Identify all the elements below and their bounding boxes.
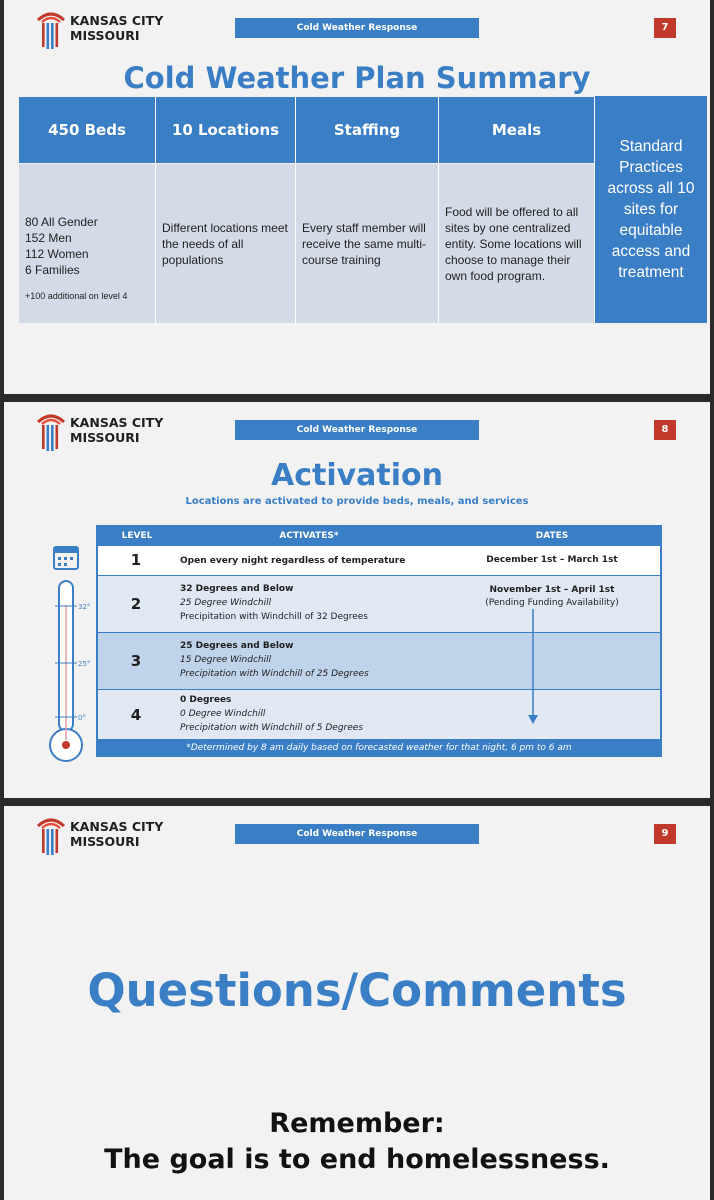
- column-header: Meals: [439, 97, 595, 163]
- activation-text: [180, 554, 405, 568]
- column-body: [156, 164, 296, 323]
- meals-text: Food will be offered to all sites by one centralized entity. Some locations will choose to manage their own food program.: [445, 204, 582, 283]
- closing-message: [4, 1106, 710, 1178]
- locations-text: Different locations meet the needs of all populations: [162, 220, 288, 267]
- column-header: 450 Beds: [19, 97, 156, 163]
- header-dates: DATES: [535, 531, 569, 541]
- dates-level-2: [444, 584, 660, 610]
- column-header: Staffing: [296, 97, 439, 163]
- thermometer-icon: [38, 545, 98, 765]
- activation-text: [180, 582, 368, 624]
- level-number: 2: [130, 595, 142, 613]
- activation-text: [180, 693, 363, 735]
- level-number: 1: [130, 551, 142, 569]
- slide-8: [4, 402, 710, 798]
- logo-line-2: MISSOURI: [70, 834, 140, 849]
- remember-label: Remember:: [269, 1108, 445, 1139]
- down-arrow-icon: [526, 609, 540, 725]
- fountain-logo-icon: [34, 816, 68, 856]
- activation-main: 25 Degrees and Below: [180, 641, 294, 651]
- standard-practices-box: [595, 96, 707, 323]
- column-body: [19, 164, 156, 323]
- beds-families: 6 Families: [25, 262, 80, 277]
- dates-level-1: December 1st – March 1st: [486, 555, 618, 565]
- calendar-icon: [54, 547, 78, 569]
- activation-main: 0 Degrees: [180, 695, 232, 705]
- activation-main: Open every night regardless of temperature: [180, 556, 406, 566]
- column-body: [296, 164, 439, 323]
- beds-men: 152 Men: [25, 230, 72, 245]
- activation-sub2: Precipitation with Windchill of 25 Degrees: [180, 669, 369, 679]
- dates-range: November 1st – April 1st: [489, 585, 615, 595]
- mark-25: 25°: [78, 660, 91, 668]
- activation-sub2: Precipitation with Windchill of 5 Degrees: [180, 723, 364, 733]
- page-number: 9: [654, 824, 676, 844]
- mark-0: 0°: [78, 714, 86, 722]
- fountain-logo-icon: [34, 412, 68, 452]
- kc-logo: [34, 10, 184, 54]
- page-number: 7: [654, 18, 676, 38]
- fountain-logo-icon: [34, 10, 68, 50]
- table-row: [98, 633, 660, 689]
- page-number: 8: [654, 420, 676, 440]
- header-bar: Cold Weather Response: [235, 18, 479, 38]
- activation-table: [96, 525, 662, 757]
- activation-sub1: 25 Degree Windchill: [180, 598, 272, 608]
- activation-sub2: Precipitation with Windchill of 32 Degrees: [180, 612, 368, 622]
- slide-title: Cold Weather Plan Summary: [123, 61, 591, 95]
- beds-all-gender: 80 All Gender: [25, 214, 98, 229]
- slide-title: Questions/Comments: [87, 964, 627, 1017]
- table-row: [98, 576, 660, 632]
- slide-9: [4, 806, 710, 1200]
- logo-line-1: KANSAS CITY: [70, 13, 164, 28]
- goal-statement: The goal is to end homelessness.: [104, 1144, 610, 1175]
- plan-summary-table: [19, 97, 705, 323]
- table-row: [98, 690, 660, 739]
- activation-sub1: 15 Degree Windchill: [180, 655, 272, 665]
- header-bar: Cold Weather Response: [235, 420, 479, 440]
- kc-logo: [34, 816, 184, 860]
- beds-note: +100 additional on level 4: [25, 290, 128, 301]
- slide-title: Activation: [270, 458, 444, 493]
- standard-practices-text: Standard Practices across all 10 sites for equitable access and treatment: [607, 138, 695, 281]
- dates-note: (Pending Funding Availability): [485, 598, 619, 608]
- header-level: LEVEL: [121, 531, 153, 541]
- level-number: 3: [130, 652, 142, 670]
- mark-32: 32°: [78, 603, 91, 611]
- header-bar: Cold Weather Response: [235, 824, 479, 844]
- activation-main: 32 Degrees and Below: [180, 584, 294, 594]
- staffing-text: Every staff member will receive the same multi-course training: [302, 220, 427, 267]
- logo-line-1: KANSAS CITY: [70, 415, 164, 430]
- header-activates: ACTIVATES*: [279, 531, 339, 541]
- slide-7: [4, 0, 710, 394]
- logo-line-2: MISSOURI: [70, 430, 140, 445]
- kc-logo: [34, 412, 184, 456]
- column-body: [439, 164, 595, 323]
- activation-text: [180, 639, 369, 681]
- table-row: [98, 546, 660, 575]
- level-number: 4: [130, 706, 142, 724]
- logo-line-2: MISSOURI: [70, 28, 140, 43]
- activation-sub1: 0 Degree Windchill: [180, 709, 266, 719]
- logo-line-1: KANSAS CITY: [70, 819, 164, 834]
- slide-subtitle: Locations are activated to provide beds, meals, and services: [185, 496, 529, 507]
- beds-women: 112 Women: [25, 246, 89, 261]
- column-header: 10 Locations: [156, 97, 296, 163]
- table-footnote: *Determined by 8 am daily based on forecasted weather for that night, 6 pm to 6 am: [186, 743, 572, 753]
